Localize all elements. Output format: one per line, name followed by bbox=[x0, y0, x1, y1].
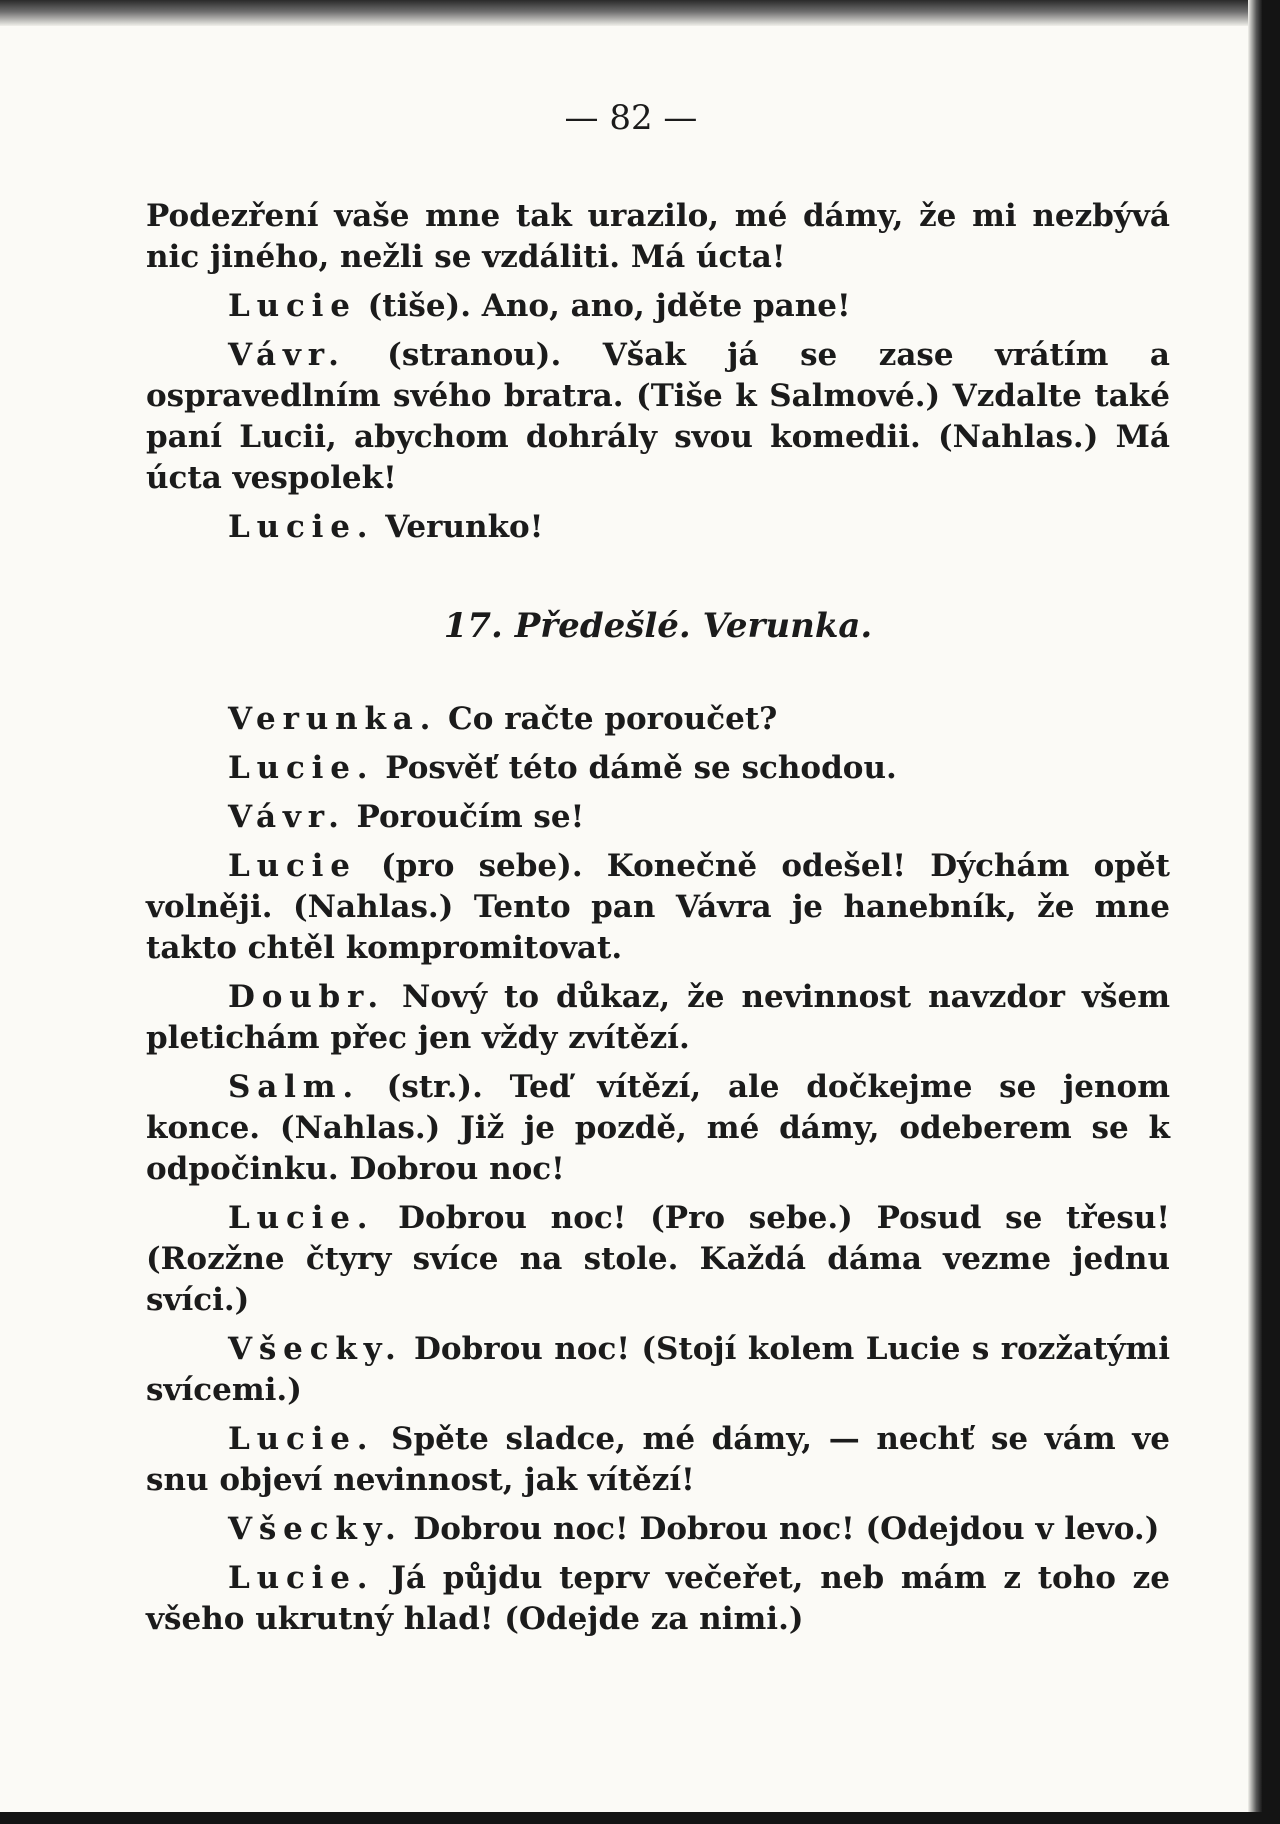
speaker-name: Doubr. bbox=[228, 979, 385, 1015]
speech-text: Já půjdu teprv večeřet, neb mám z toho ze všeho ukrutný hlad! (Odejde za nimi.) bbox=[146, 1560, 1170, 1637]
dialogue-paragraph bbox=[146, 286, 1170, 327]
speech-text: (str.). Teď vítězí, ale dočkejme se jenom konce. (Nahlas.) Již je pozdě, mé dámy, odeberem se k odpočinku. Dobrou noc! bbox=[146, 1069, 1170, 1187]
speaker-name: Lucie bbox=[228, 288, 357, 324]
speaker-name: Lucie. bbox=[228, 1560, 375, 1596]
dialogue-paragraph bbox=[146, 699, 1170, 740]
speaker-name: Lucie. bbox=[228, 1200, 375, 1236]
speaker-name: Vávr. bbox=[228, 799, 346, 835]
dialogue-paragraph bbox=[146, 846, 1170, 969]
speaker-name: Lucie. bbox=[228, 750, 375, 786]
speech-text: Co račte poroučet? bbox=[437, 701, 778, 737]
speaker-name: Verunka. bbox=[228, 701, 438, 737]
speaker-name: Lucie bbox=[228, 848, 357, 884]
dialogue-paragraph bbox=[146, 196, 1170, 278]
speech-text: Spěte sladce, mé dámy, — nechť se vám ve snu objeví nevinnost, jak vítězí! bbox=[146, 1421, 1170, 1498]
speech-text: Dobrou noc! Dobrou noc! (Odejdou v levo.) bbox=[402, 1511, 1160, 1547]
dialogue-paragraph bbox=[146, 1419, 1170, 1501]
speech-text: Dobrou noc! (Pro sebe.) Posud se třesu! (Rozžne čtyry svíce na stole. Každá dáma vezme jednu svíci.) bbox=[146, 1200, 1170, 1318]
dialogue-block-2 bbox=[146, 699, 1170, 1640]
speaker-name: Všecky. bbox=[228, 1511, 403, 1547]
dialogue-paragraph bbox=[146, 1067, 1170, 1190]
dialogue-paragraph bbox=[146, 1509, 1170, 1550]
speaker-name: Všecky. bbox=[228, 1331, 403, 1367]
speaker-name: Lucie. bbox=[228, 1421, 375, 1457]
dialogue-block-1 bbox=[146, 196, 1170, 548]
speech-text: Podezření vaše mne tak urazilo, mé dámy, že mi nezbývá nic jiného, nežli se vzdáliti. Má úcta! bbox=[146, 198, 1170, 275]
scan-right-edge bbox=[1248, 0, 1262, 1812]
page-text bbox=[146, 196, 1170, 1640]
speech-text: (tiše). Ano, ano, jděte pane! bbox=[356, 288, 851, 324]
dialogue-paragraph bbox=[146, 977, 1170, 1059]
dialogue-paragraph bbox=[146, 1558, 1170, 1640]
speech-text: (pro sebe). Konečně odešel! Dýchám opět volněji. (Nahlas.) Tento pan Vávra je hanebník, že mne takto chtěl kompromitovat. bbox=[146, 848, 1170, 966]
speech-text: Posvěť této dámě se schodou. bbox=[374, 750, 897, 786]
dialogue-paragraph bbox=[146, 507, 1170, 548]
dialogue-paragraph bbox=[146, 1329, 1170, 1411]
dialogue-paragraph bbox=[146, 748, 1170, 789]
dialogue-paragraph bbox=[146, 797, 1170, 838]
speaker-name: Salm. bbox=[228, 1069, 360, 1105]
speaker-name: Vávr. bbox=[228, 337, 346, 373]
speech-text: Verunko! bbox=[374, 509, 544, 545]
dialogue-paragraph bbox=[146, 1198, 1170, 1321]
speech-text: Nový to důkaz, že nevinnost navzdor všem pletichám přec jen vždy zvítězí. bbox=[146, 979, 1170, 1056]
speech-text: Dobrou noc! (Stojí kolem Lucie s rozžatými svícemi.) bbox=[146, 1331, 1170, 1408]
scene-heading: 17. Předešlé. Verunka. bbox=[443, 606, 873, 646]
dialogue-paragraph bbox=[146, 335, 1170, 499]
page-number: — 82 — bbox=[564, 98, 698, 138]
speech-text: (stranou). Však já se zase vrátím a ospravedlním svého bratra. (Tiše k Salmové.) Vzdalte také paní Lucii, abychom dohrály svou komedii. (Nahlas.) Má úcta vespolek! bbox=[146, 337, 1170, 496]
speaker-name: Lucie. bbox=[228, 509, 375, 545]
speech-text: Poroučím se! bbox=[345, 799, 585, 835]
scan-top-edge bbox=[0, 0, 1262, 26]
